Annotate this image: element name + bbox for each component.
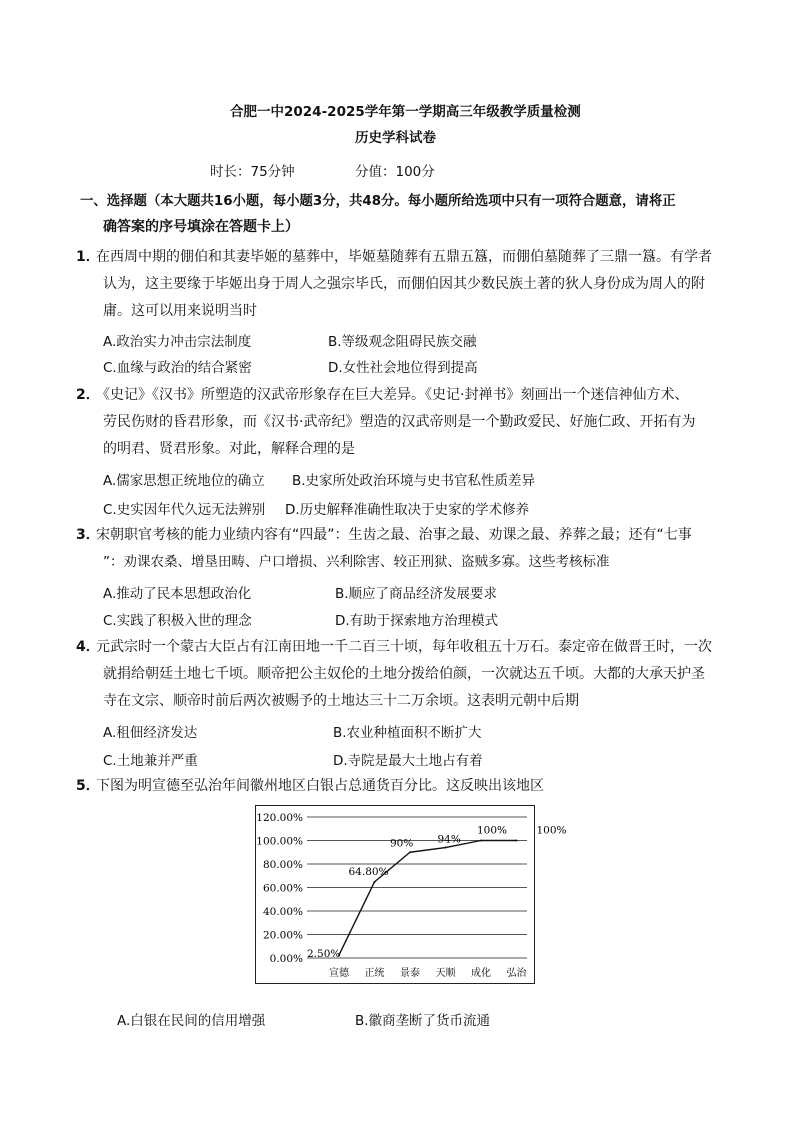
q5-number: 5． (76, 778, 100, 794)
q5-option-a[interactable]: A.白银在民间的信用增强 (117, 1013, 266, 1029)
q4-option-d[interactable]: D.寺院是最大土地占有着 (333, 753, 483, 769)
q4-option-b[interactable]: B.农业种植面积不断扩大 (333, 725, 482, 741)
section-heading-line1: 一、选择题（本大题共16小题，每小题3分，共48分。每小题所给选项中只有一项符合题意，请将正 (80, 194, 676, 209)
q3-line1: 宋朝职官考核的能力业绩内容有“四最”：生齿之最、治事之最、劝课之最、养葬之最；还有“七事 (96, 527, 692, 543)
q3-option-b[interactable]: B.顺应了商品经济发展要求 (335, 586, 498, 602)
y-tick-label: 20.00% (262, 929, 303, 942)
data-label: 100% (536, 824, 567, 837)
q3-option-c[interactable]: C.实践了积极入世的理念 (103, 613, 252, 629)
q2-number: 2． (76, 387, 100, 403)
q4-line3: 寺在文宗、顺帝时前后两次被赐予的土地达三十二万余顷。这表明元朝中后期 (103, 693, 579, 709)
x-tick-label: 天顺 (435, 968, 456, 979)
q2-line1: 《史记》《汉书》所塑造的汉武帝形象存在巨大差异。《史记·封禅书》刻画出一个迷信神仙方术、 (96, 387, 689, 403)
q3-line2: ”：劝课农桑、增垦田畴、户口增损、兴利除害、较正刑狱、盗贼多寡。这些考核标准 (103, 554, 610, 570)
y-tick-label: 80.00% (262, 859, 303, 871)
y-tick-label: 40.00% (262, 906, 303, 918)
q2-option-d[interactable]: D.历史解释准确性取决于史家的学术修养 (285, 502, 530, 518)
q3-option-d[interactable]: D.有助于探索地方治理模式 (335, 613, 499, 629)
exam-score: 分值：100分 (355, 164, 435, 180)
q2-line3: 的明君、贤君形象。对此，解释合理的是 (103, 441, 355, 457)
q3-option-a[interactable]: A.推动了民本思想政治化 (103, 586, 252, 602)
q1-option-a[interactable]: A.政治实力冲击宗法制度 (103, 334, 252, 350)
data-label: 100% (477, 824, 508, 837)
data-point (409, 851, 411, 853)
q1-number: 1． (76, 249, 100, 265)
q4-number: 4． (76, 639, 100, 655)
q1-option-c[interactable]: C.血缘与政治的结合紧密 (103, 360, 252, 376)
q2-option-a[interactable]: A.儒家思想正统地位的确立 (103, 473, 265, 489)
x-tick-label: 成化 (471, 968, 491, 979)
data-point (516, 840, 518, 842)
q1-line3: 庸。这可以用来说明当时 (103, 303, 257, 319)
y-tick-label: 100.00% (256, 835, 303, 848)
q1-option-b[interactable]: B.等级观念阻碍民族交融 (328, 334, 477, 350)
data-label: 64.80% (348, 865, 389, 878)
q4-option-c[interactable]: C.土地兼并严重 (103, 753, 198, 769)
y-tick-label: 120.00% (256, 812, 303, 824)
q2-option-c[interactable]: C.史实因年代久远无法辨别 (103, 502, 266, 518)
x-tick-label: 景泰 (400, 968, 420, 979)
exam-title: 合肥一中2024-2025学年第一学期高三年级教学质量检测 (230, 104, 581, 120)
q5-option-b[interactable]: B.徽商垄断了货币流通 (355, 1013, 491, 1029)
q4-line2: 就捐给朝廷土地七千顷。顺帝把公主奴伦的土地分拨给伯颜，一次就达五千顷。大都的大承天护圣 (103, 666, 705, 682)
x-tick-label: 弘治 (506, 968, 527, 979)
q2-option-b[interactable]: B.史家所处政治环境与史书官私性质差异 (292, 473, 536, 489)
q4-option-a[interactable]: A.租佃经济发达 (103, 725, 198, 741)
q2-line2: 劳民伤财的昏君形象，而《汉书·武帝纪》塑造的汉武帝则是一个勤政爱民、好施仁政、开拓有为 (103, 414, 696, 430)
data-label: 2.50% (307, 948, 341, 961)
data-label: 94% (437, 833, 461, 846)
y-tick-label: 0.00% (269, 953, 303, 965)
x-tick-label: 正统 (364, 968, 385, 979)
y-tick-label: 60.00% (262, 882, 303, 895)
q5-line1: 下图为明宣德至弘治年间徽州地区白银占总通货百分比。这反映出该地区 (96, 778, 544, 794)
exam-subtitle: 历史学科试卷 (355, 130, 436, 146)
q1-option-d[interactable]: D.女性社会地位得到提高 (328, 360, 478, 376)
exam-duration: 时长：75分钟 (210, 164, 295, 180)
q3-number: 3． (76, 527, 100, 543)
q1-line2: 认为，这主要缘于毕姬出身于周人之强宗毕氏，而倗伯因其少数民族土著的狄人身份成为周人的附 (103, 276, 705, 292)
q1-line1: 在西周中期的倗伯和其妻毕姬的墓葬中，毕姬墓随葬有五鼎五簋，而倗伯墓随葬了三鼎一簋。有学者 (96, 249, 712, 265)
section-heading-line2: 确答案的序号填涂在答题卡上） (103, 219, 299, 235)
silver-percentage-line-chart (255, 805, 567, 985)
data-point (374, 881, 376, 883)
data-label: 90% (390, 837, 414, 850)
q4-line1: 元武宗时一个蒙古大臣占有江南田地一千二百三十顷，每年收租五十万石。泰定帝在做晋王时，一次 (96, 639, 712, 655)
x-tick-label: 宣德 (329, 968, 349, 979)
data-point (480, 840, 482, 842)
data-point (445, 847, 447, 849)
